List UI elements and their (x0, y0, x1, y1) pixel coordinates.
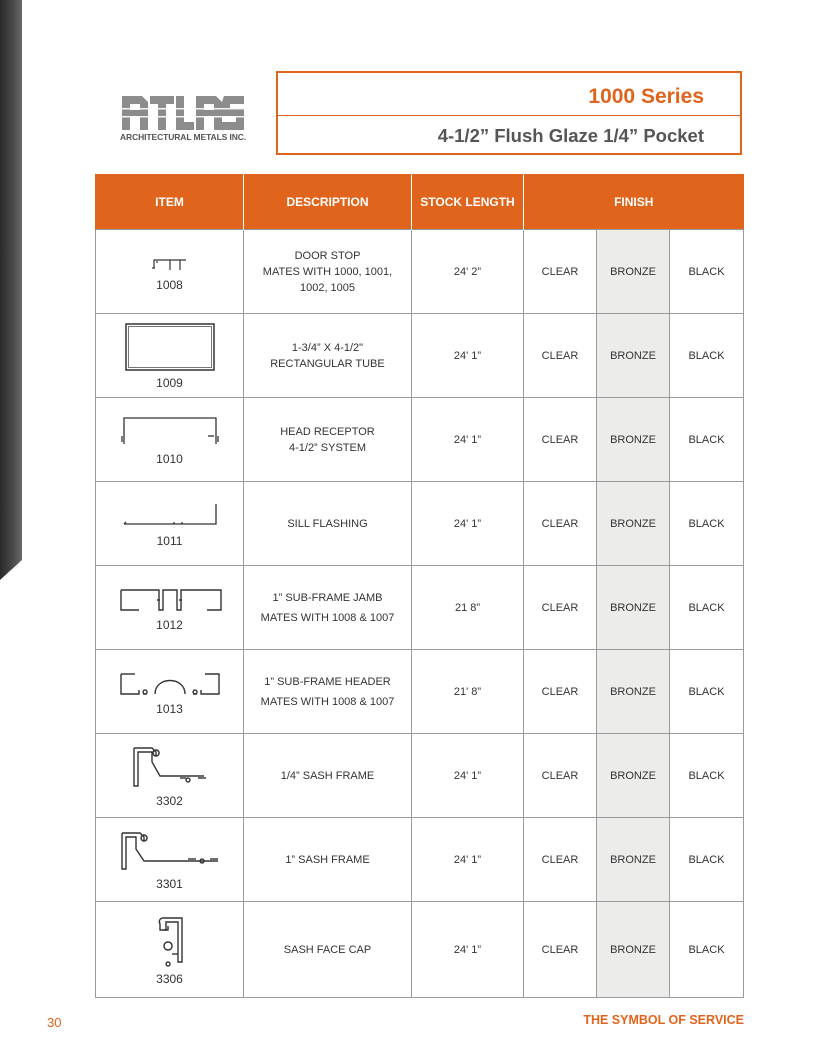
description-line: SILL FLASHING (287, 517, 368, 530)
description-cell (244, 482, 412, 566)
logo-subtitle: ARCHITECTURAL METALS INC. (120, 132, 247, 142)
description-line: 1” SUB-FRAME HEADER (264, 675, 391, 688)
item-cell (96, 566, 244, 650)
sub-frame-jamb-profile-icon (115, 584, 225, 614)
stock-length-cell: 24' 1” (412, 398, 524, 482)
description-line: MATES WITH 1008 & 1007 (260, 611, 395, 624)
item-number: 1012 (156, 617, 183, 632)
table-row (96, 482, 744, 566)
finish-bronze-cell: BRONZE (597, 482, 670, 566)
stock-length-cell: 21' 8” (412, 650, 524, 734)
finish-black-cell: BLACK (670, 314, 744, 398)
item-cell (96, 482, 244, 566)
product-spec-table (95, 174, 744, 998)
series-header-box (276, 71, 742, 155)
series-divider (278, 115, 740, 116)
table-row (96, 734, 744, 818)
item-number: 3302 (156, 793, 183, 808)
item-number: 3301 (156, 876, 183, 891)
description-cell (244, 650, 412, 734)
item-cell (96, 818, 244, 902)
table-row (96, 230, 744, 314)
sub-frame-header-profile-icon (115, 668, 225, 698)
footer-tagline: THE SYMBOL OF SERVICE (583, 1013, 744, 1027)
header-finish: FINISH (524, 174, 744, 230)
textured-side-strip (0, 0, 22, 1056)
finish-black-cell: BLACK (670, 230, 744, 314)
description-cell (244, 818, 412, 902)
stock-length-cell: 24' 1” (412, 818, 524, 902)
quarter-sash-frame-profile-icon (128, 744, 212, 790)
one-inch-sash-frame-profile-icon (118, 829, 222, 873)
table-row (96, 314, 744, 398)
description-line: 1” SUB-FRAME JAMB (272, 591, 383, 604)
sash-face-cap-profile-icon (150, 914, 190, 968)
finish-black-cell: BLACK (670, 902, 744, 998)
stock-length-cell: 24' 1” (412, 902, 524, 998)
description-line: SASH FACE CAP (283, 943, 372, 956)
description-cell (244, 566, 412, 650)
header-stock-length: STOCK LENGTH (412, 174, 524, 230)
stock-length-cell: 24' 1” (412, 482, 524, 566)
finish-black-cell: BLACK (670, 482, 744, 566)
finish-bronze-cell: BRONZE (597, 902, 670, 998)
item-cell (96, 398, 244, 482)
description-cell (244, 398, 412, 482)
finish-clear-cell: CLEAR (524, 902, 597, 998)
finish-clear-cell: CLEAR (524, 818, 597, 902)
table-row (96, 818, 744, 902)
item-number: 1013 (156, 701, 183, 716)
rectangular-tube-profile-icon (124, 322, 216, 372)
description-line: 1/4” SASH FRAME (280, 769, 375, 782)
finish-clear-cell: CLEAR (524, 230, 597, 314)
description-line: MATES WITH 1008 & 1007 (260, 695, 395, 708)
finish-black-cell: BLACK (670, 650, 744, 734)
description-cell (244, 314, 412, 398)
finish-bronze-cell: BRONZE (597, 566, 670, 650)
table-row (96, 566, 744, 650)
finish-bronze-cell: BRONZE (597, 734, 670, 818)
description-line: 1” SASH FRAME (285, 853, 370, 866)
table-row (96, 902, 744, 998)
series-title: 1000 Series (588, 85, 704, 108)
item-number: 1009 (156, 375, 183, 390)
finish-bronze-cell: BRONZE (597, 398, 670, 482)
item-number: 1010 (156, 451, 183, 466)
item-number: 1011 (156, 533, 183, 548)
finish-bronze-cell: BRONZE (597, 314, 670, 398)
description-cell (244, 230, 412, 314)
stock-length-cell: 24' 2” (412, 230, 524, 314)
item-cell (96, 734, 244, 818)
description-line: RECTANGULAR TUBE (270, 357, 385, 370)
header-item: ITEM (96, 174, 244, 230)
table-header-row (96, 174, 744, 230)
item-cell (96, 314, 244, 398)
page-number: 30 (47, 1015, 62, 1030)
finish-clear-cell: CLEAR (524, 734, 597, 818)
description-cell (244, 902, 412, 998)
stock-length-cell: 24' 1” (412, 314, 524, 398)
door-stop-profile-icon (150, 252, 190, 274)
table-row (96, 650, 744, 734)
item-cell (96, 902, 244, 998)
header-description: DESCRIPTION (244, 174, 412, 230)
series-subtitle: 4-1/2” Flush Glaze 1/4” Pocket (437, 125, 704, 146)
item-number: 1008 (156, 277, 183, 292)
finish-black-cell: BLACK (670, 398, 744, 482)
stock-length-cell: 24' 1” (412, 734, 524, 818)
item-number: 3306 (156, 971, 183, 986)
description-line: HEAD RECEPTOR (280, 425, 375, 438)
item-cell (96, 230, 244, 314)
description-cell (244, 734, 412, 818)
finish-black-cell: BLACK (670, 566, 744, 650)
sill-flashing-profile-icon (120, 500, 220, 530)
item-cell (96, 650, 244, 734)
description-line: 4-1/2” SYSTEM (288, 441, 367, 454)
description-line: DOOR STOP (294, 249, 361, 262)
description-line: 1002, 1005 (299, 281, 356, 294)
head-receptor-profile-icon (120, 414, 220, 448)
finish-clear-cell: CLEAR (524, 482, 597, 566)
finish-clear-cell: CLEAR (524, 566, 597, 650)
finish-black-cell: BLACK (670, 734, 744, 818)
finish-clear-cell: CLEAR (524, 398, 597, 482)
finish-clear-cell: CLEAR (524, 650, 597, 734)
finish-clear-cell: CLEAR (524, 314, 597, 398)
finish-black-cell: BLACK (670, 818, 744, 902)
description-line: 1-3/4” X 4-1/2" (291, 341, 364, 354)
finish-bronze-cell: BRONZE (597, 818, 670, 902)
description-line: MATES WITH 1000, 1001, (262, 265, 393, 278)
finish-bronze-cell: BRONZE (597, 230, 670, 314)
stock-length-cell: 21 8” (412, 566, 524, 650)
finish-bronze-cell: BRONZE (597, 650, 670, 734)
table-row (96, 398, 744, 482)
